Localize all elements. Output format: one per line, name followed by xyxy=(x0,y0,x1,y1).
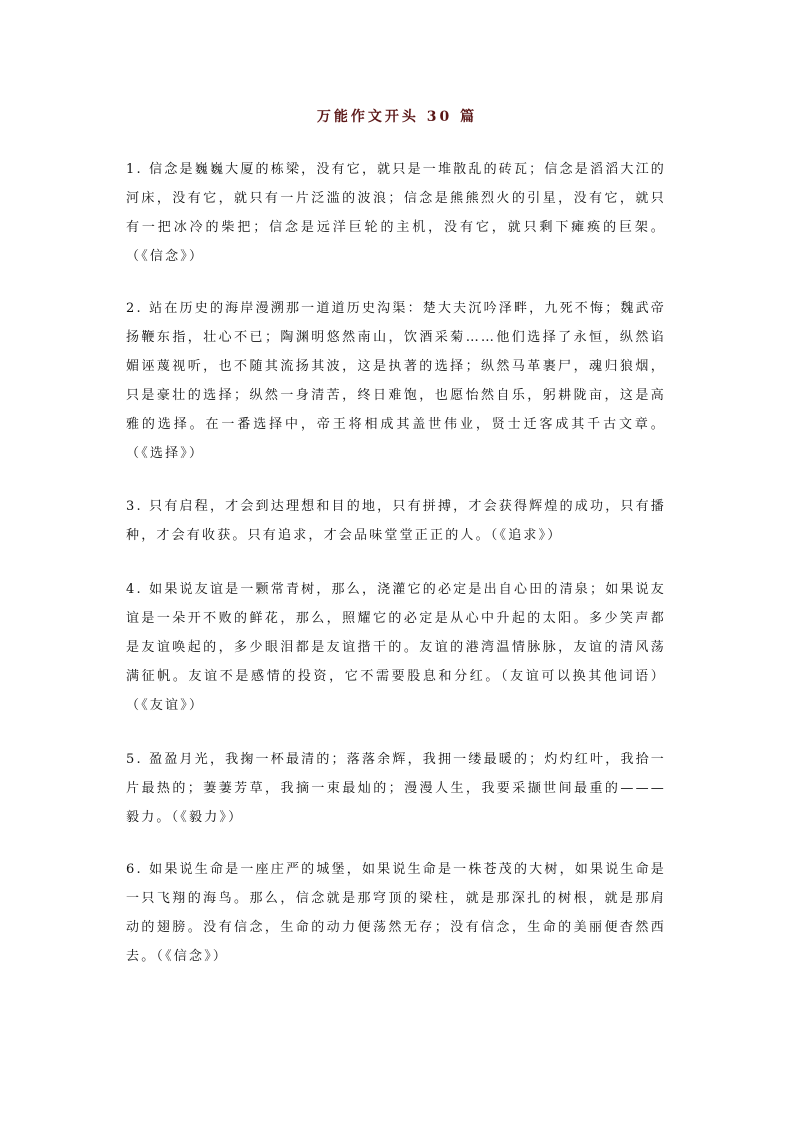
paragraph-3: 3. 只有启程，才会到达理想和目的地，只有拼搏，才会获得辉煌的成功，只有播种，才会有收获。只有追求，才会品味堂堂正正的人。（《追求》） xyxy=(126,499,666,543)
paragraph-2: 2. 站在历史的海岸漫溯那一道道历史沟渠：楚大夫沉吟泽畔，九死不悔；魏武帝扬鞭东指，壮心不已；陶渊明悠然南山，饮酒采菊……他们选择了永恒，纵然谄媚诬蔑视听，也不随其流扬其波，这是执著的选择；纵然马革裹尸，魂归狼烟，只是豪壮的选择；纵然一身清苦，终日难饱，也愿怡然自乐，躬耕陇亩，这是高雅的选择。在一番选择中，帝王将相成其盖世伟业，贤士迁客成其千古文章。（《选择》） xyxy=(126,301,666,461)
paragraph-5: 5. 盈盈月光，我掬一杯最清的；落落余辉，我拥一缕最暖的；灼灼红叶，我拾一片最热的；萋萋芳草，我摘一束最灿的；漫漫人生，我要采撷世间最重的———毅力。（《毅力》） xyxy=(126,752,666,825)
document-title: 万能作文开头 30 篇 xyxy=(316,109,478,125)
paragraph-4: 4. 如果说友谊是一颗常青树，那么，浇灌它的必定是出自心田的清泉；如果说友谊是一朵开不败的鲜花，那么，照耀它的必定是从心中升起的太阳。多少笑声都是友谊唤起的，多少眼泪都是友谊揩干的。友谊的港湾温情脉脉，友谊的清风荡满征帆。友谊不是感情的投资，它不需要股息和分红。（友谊可以换其他词语）（《友谊》） xyxy=(126,582,666,713)
paragraph-1: 1. 信念是巍巍大厦的栋梁，没有它，就只是一堆散乱的砖瓦；信念是滔滔大江的河床，没有它，就只有一片泛滥的波浪；信念是熊熊烈火的引星，没有它，就只有一把冰冷的柴把；信念是远洋巨轮的主机，没有它，就只剩下瘫痪的巨架。（《信念》） xyxy=(126,162,666,264)
paragraph-6: 6. 如果说生命是一座庄严的城堡，如果说生命是一株苍茂的大树，如果说生命是一只飞翔的海鸟。那么，信念就是那穹顶的梁柱，就是那深扎的树根，就是那肩动的翅膀。没有信念，生命的动力便荡然无存；没有信念，生命的美丽便杳然西去。（《信念》） xyxy=(126,862,666,964)
